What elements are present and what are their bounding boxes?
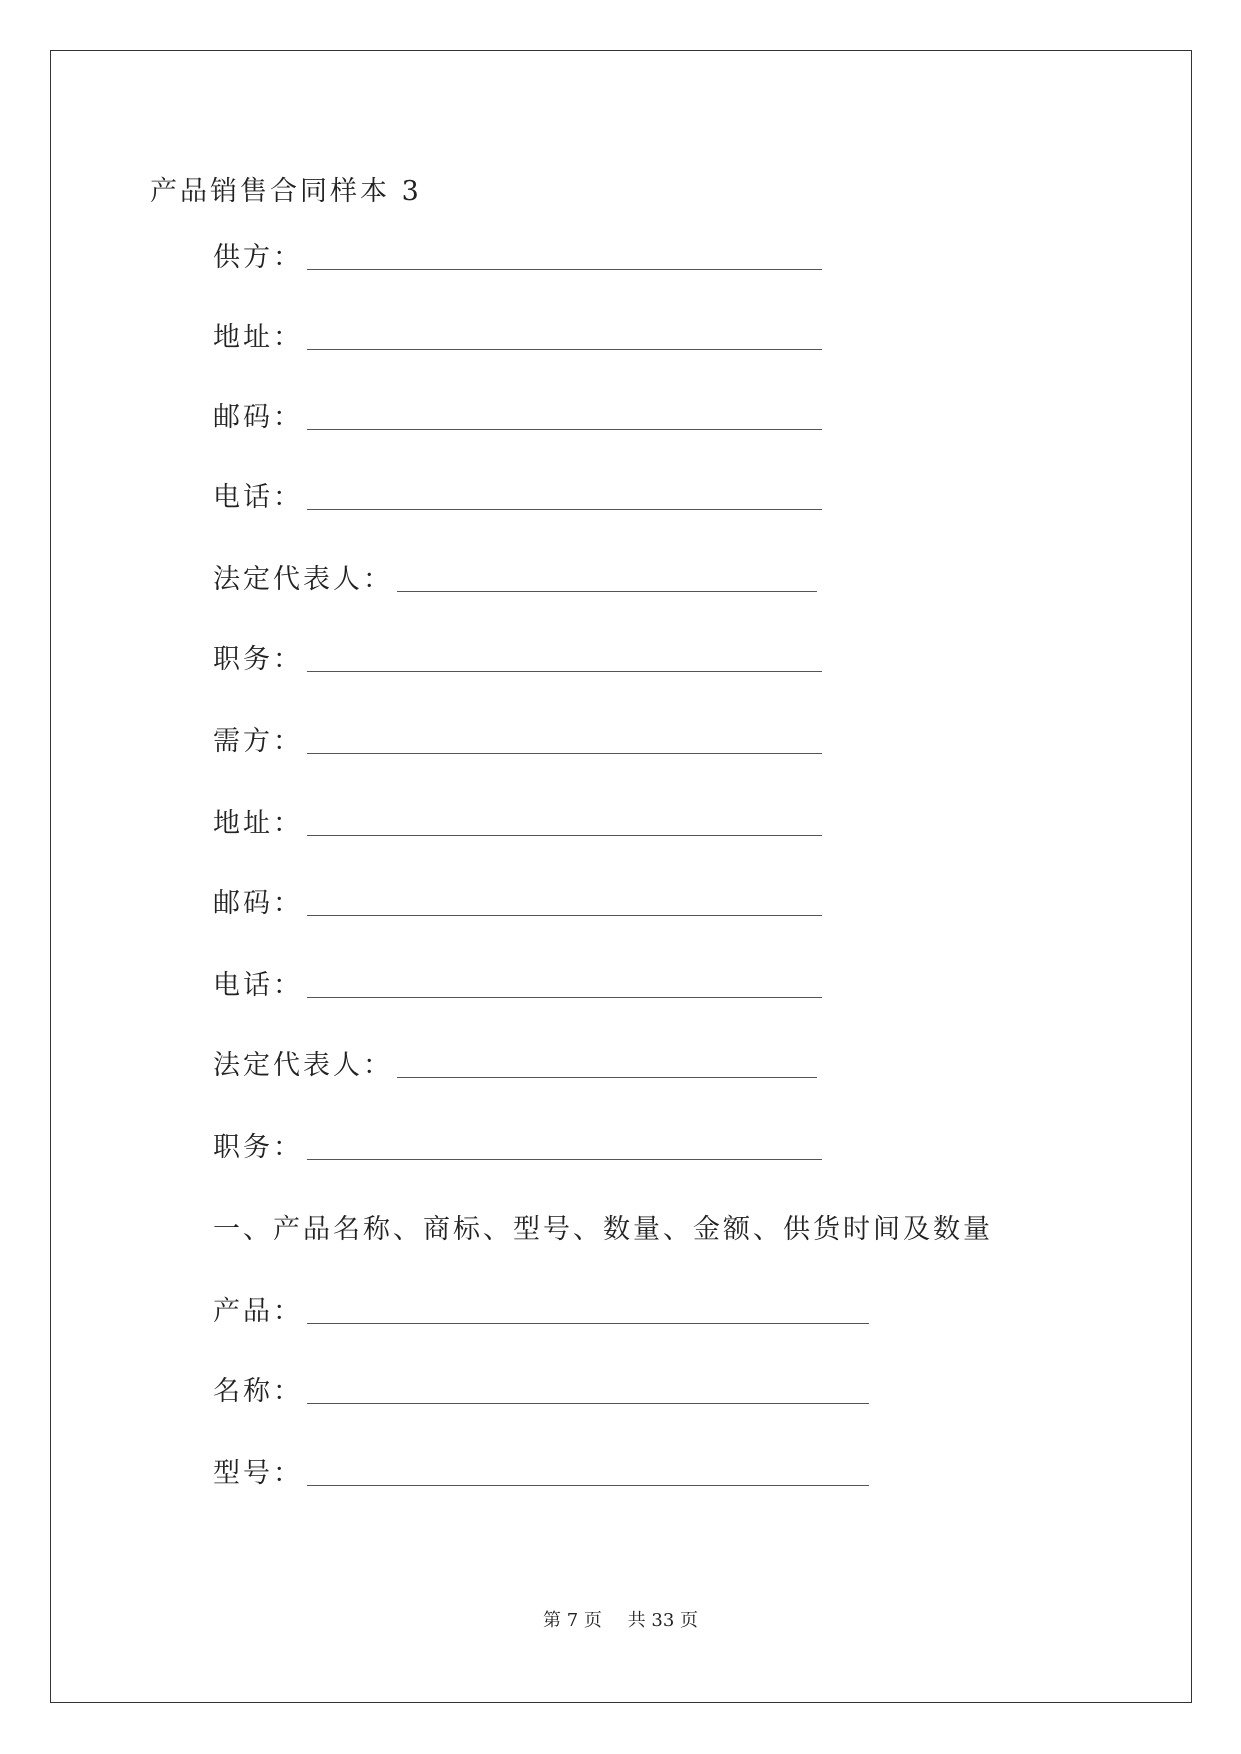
buyer-legal-rep-row	[213, 1046, 817, 1086]
product-name-row	[213, 1372, 869, 1412]
page-number: 第 7 页	[543, 1610, 602, 1631]
blank-line[interactable]	[307, 1159, 822, 1160]
supplier-position-row	[213, 640, 822, 680]
blank-line[interactable]	[307, 997, 822, 998]
field-label: 地址：	[213, 322, 303, 353]
field-label: 法定代表人：	[213, 1050, 393, 1081]
blank-line[interactable]	[307, 1485, 869, 1486]
field-label: 邮码：	[213, 402, 303, 433]
field-label: 产品：	[213, 1296, 303, 1327]
document-title: 产品销售合同样本 3	[150, 176, 422, 207]
product-row	[213, 1292, 869, 1332]
blank-line[interactable]	[307, 915, 822, 916]
blank-line[interactable]	[307, 1323, 869, 1324]
section-1-heading: 一、产品名称、商标、型号、数量、金额、供货时间及数量	[213, 1214, 993, 1245]
page-footer	[0, 1609, 1241, 1633]
blank-line[interactable]	[307, 1403, 869, 1404]
field-label: 邮码：	[213, 888, 303, 919]
blank-line[interactable]	[397, 591, 817, 592]
field-label: 法定代表人：	[213, 564, 393, 595]
field-label: 需方：	[213, 726, 303, 757]
field-label: 型号：	[213, 1458, 303, 1489]
blank-line[interactable]	[307, 671, 822, 672]
blank-line[interactable]	[397, 1077, 817, 1078]
field-label: 电话：	[213, 970, 303, 1001]
blank-line[interactable]	[307, 753, 822, 754]
product-model-row	[213, 1454, 869, 1494]
blank-line[interactable]	[307, 509, 822, 510]
buyer-phone-row	[213, 966, 822, 1006]
blank-line[interactable]	[307, 349, 822, 350]
blank-line[interactable]	[307, 269, 822, 270]
blank-line[interactable]	[307, 429, 822, 430]
buyer-position-row	[213, 1128, 822, 1168]
total-pages: 共 33 页	[627, 1610, 698, 1631]
field-label: 电话：	[213, 482, 303, 513]
blank-line[interactable]	[307, 835, 822, 836]
supplier-name-row	[213, 238, 822, 278]
buyer-postcode-row	[213, 884, 822, 924]
field-label: 职务：	[213, 644, 303, 675]
field-label: 职务：	[213, 1132, 303, 1163]
field-label: 名称：	[213, 1376, 303, 1407]
supplier-phone-row	[213, 478, 822, 518]
buyer-address-row	[213, 804, 822, 844]
supplier-legal-rep-row	[213, 560, 817, 600]
buyer-name-row	[213, 722, 822, 762]
field-label: 地址：	[213, 808, 303, 839]
field-label: 供方：	[213, 242, 303, 273]
supplier-postcode-row	[213, 398, 822, 438]
supplier-address-row	[213, 318, 822, 358]
